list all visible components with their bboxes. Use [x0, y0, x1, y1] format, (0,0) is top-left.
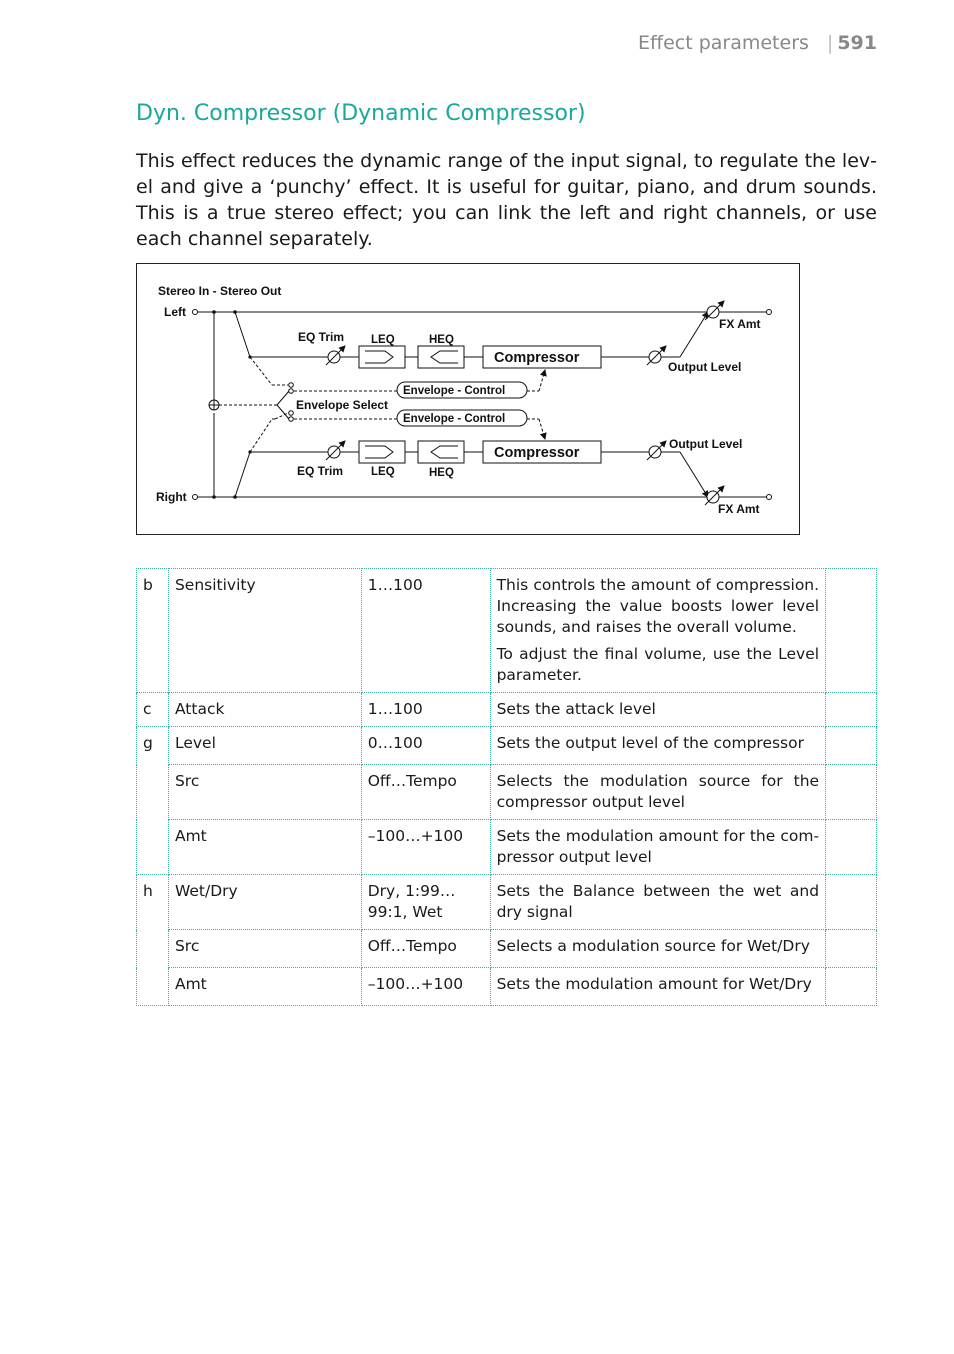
heq-bottom-label: HEQ [429, 467, 454, 479]
param-extra [826, 875, 877, 930]
param-id [137, 820, 169, 875]
left-input-label: Left [164, 305, 186, 319]
effect-title: Dyn. Compressor (Dynamic Compressor) [136, 101, 586, 126]
param-description [490, 820, 825, 875]
leq-top-box [359, 346, 405, 368]
compressor-top-label: Compressor [494, 350, 580, 366]
param-extra [826, 968, 877, 1006]
param-description [490, 569, 825, 693]
envelope-control-top-label: Envelope - Control [403, 385, 506, 397]
param-range: 0…100 [361, 727, 490, 765]
param-range: 1…100 [361, 569, 490, 693]
param-id [137, 968, 169, 1006]
param-description-line: Sets the attack level [496, 700, 656, 718]
compressor-bottom-label: Compressor [494, 445, 580, 461]
param-name: Wet/Dry [168, 875, 361, 930]
param-description [490, 930, 825, 968]
eq-trim-top-label: EQ Trim [298, 330, 345, 344]
param-description-line: Selects a modulation source for Wet/Dry [496, 937, 810, 955]
heq-top-label: HEQ [429, 334, 454, 346]
fx-amt-top-label: FX Amt [719, 317, 761, 331]
table-row [137, 820, 877, 875]
envelope-control-bottom-label: Envelope - Control [403, 413, 506, 425]
stereo-label: Stereo In - Stereo Out [158, 284, 282, 298]
param-id: g [137, 727, 169, 765]
leq-bottom-box [359, 441, 405, 463]
param-description [490, 968, 825, 1006]
param-range: –100…+100 [361, 968, 490, 1006]
param-range: –100…+100 [361, 820, 490, 875]
param-range: Off…Tempo [361, 765, 490, 820]
leq-bottom-label: LEQ [371, 466, 395, 478]
parameter-table [136, 568, 877, 1006]
param-id [137, 765, 169, 820]
right-input-label: Right [156, 490, 187, 504]
param-id: b [137, 569, 169, 693]
table-row [137, 693, 877, 727]
param-description-line: Sets the output level of the compressor [496, 734, 804, 752]
param-extra [826, 930, 877, 968]
param-description-line: To adjust the final volume, use the Level parameter. [496, 645, 820, 684]
page-header [638, 32, 877, 54]
leq-top-label: LEQ [371, 334, 395, 346]
param-extra [826, 569, 877, 693]
param-description-line: Sets the modulation amount for Wet/Dry [496, 975, 812, 993]
table-row [137, 569, 877, 693]
output-level-bottom-label: Output Level [669, 437, 743, 451]
param-name: Level [168, 727, 361, 765]
param-extra [826, 765, 877, 820]
heq-bottom-box [418, 441, 464, 463]
param-description [490, 727, 825, 765]
fx-amt-bottom-label: FX Amt [718, 502, 760, 516]
param-description-line: Sets the Balance between the wet and dry signal [496, 882, 820, 921]
param-extra [826, 693, 877, 727]
param-description [490, 765, 825, 820]
param-description [490, 875, 825, 930]
heq-top-box [418, 346, 464, 368]
signal-flow-diagram [136, 263, 800, 535]
envelope-select-label: Envelope Select [296, 398, 389, 412]
param-name: Sensitivity [168, 569, 361, 693]
param-id: h [137, 875, 169, 930]
param-name: Amt [168, 820, 361, 875]
param-range: Off…Tempo [361, 930, 490, 968]
table-row [137, 930, 877, 968]
param-id [137, 930, 169, 968]
table-row [137, 765, 877, 820]
param-extra [826, 727, 877, 765]
param-description-line: Selects the modulation source for the compressor output level [496, 772, 820, 811]
section-name: Effect parameters [637, 32, 809, 54]
param-description-line: This controls the amount of compression. Increasing the value boosts lower level sounds, and raises the overall volume. [496, 576, 820, 636]
param-description-line: Sets the modulation amount for the compressor output level [496, 827, 820, 866]
param-range: 1…100 [361, 693, 490, 727]
param-name: Attack [168, 693, 361, 727]
signal-flow-svg [137, 264, 799, 534]
param-name: Src [168, 930, 361, 968]
eq-trim-bottom-label: EQ Trim [297, 464, 344, 478]
table-row [137, 727, 877, 765]
table-row [137, 968, 877, 1006]
param-name: Amt [168, 968, 361, 1006]
param-range: Dry, 1:99…99:1, Wet [361, 875, 490, 930]
param-description [490, 693, 825, 727]
intro-paragraph: This effect reduces the dynamic range of the input signal, to regulate the level and give a ‘punchy’ effect. It is useful for guitar, piano, and drum sounds. This is a true stereo effect; you can link the left and right channels, or use each channel separately. [136, 150, 877, 250]
param-extra [826, 820, 877, 875]
param-name: Src [168, 765, 361, 820]
header-separator: | [826, 32, 834, 54]
param-id: c [137, 693, 169, 727]
table-row [137, 875, 877, 930]
page-number: 591 [837, 32, 877, 54]
output-level-top-label: Output Level [668, 360, 742, 374]
